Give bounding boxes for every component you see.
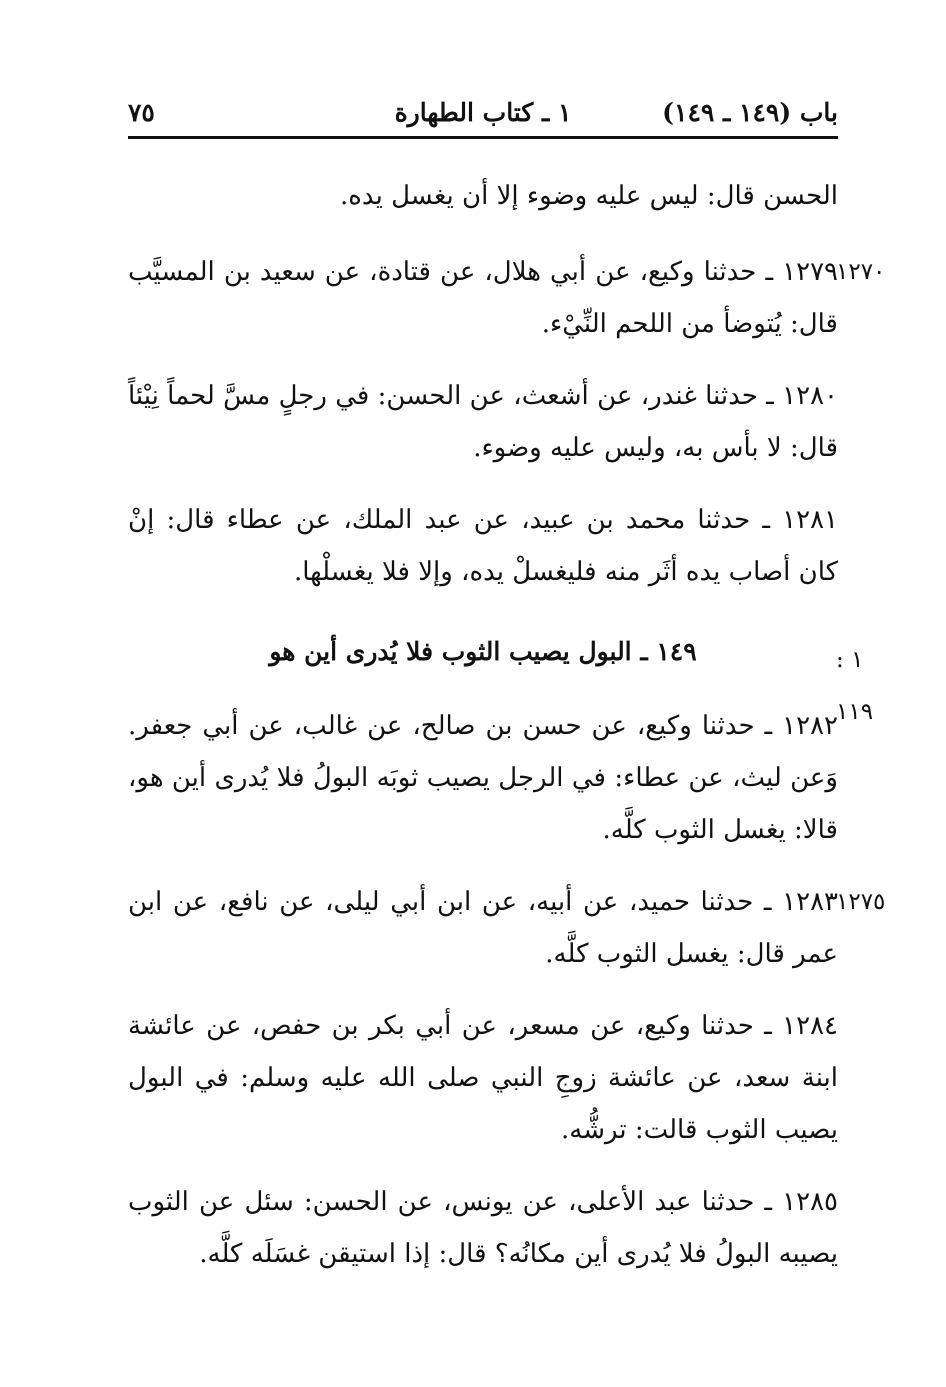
section-title: ١٤٩ ـ البول يصيب الثوب فلا يُدرى أين هو — [269, 637, 697, 666]
hadith-1284: ١٢٨٤ ـ حدثنا وكيع، عن مسعر، عن أبي بكر بن حفص، عن عائشة ابنة سعد، عن عائشة زوجِ النبي صلى الله عليه وسلم: في البول يصيب الثوب قالت: ترشُّه. — [128, 1011, 838, 1145]
hadith-1285: ١٢٨٥ ـ حدثنا عبد الأعلى، عن يونس، عن الحسن: سئل عن الثوب يصيبه البولُ فلا يُدرى أين مكانُه؟ قال: إذا استيقن غسَلَه كلَّه. — [128, 1187, 839, 1269]
header-book-title: ١ ـ كتاب الطهارة — [394, 98, 572, 127]
header-chapter: باب (١٤٩ ـ ١٤٩) — [662, 98, 838, 127]
paragraph-continuation: الحسن قال: ليس عليه وضوء إلا أن يغسل يده. — [340, 181, 838, 211]
hadith-1283: ١٢٨٣ ـ حدثنا حميد، عن أبيه، عن ابن أبي ليلى، عن نافع، عن ابن عمر قال: يغسل الثوب كلَّه. — [128, 887, 838, 969]
hadith-1282: ١٢٨٢ ـ حدثنا وكيع، عن حسن بن صالح، عن غالب، عن أبي جعفر. وَعن ليث، عن عطاء: في الرجل يصيب ثوبَه البولُ فلا يُدرى أين هو، قالا: يغسل الثوب كلَّه. — [128, 711, 838, 845]
running-header — [128, 92, 838, 136]
margin-number-1275: ١٢٧٥ — [836, 889, 886, 915]
hadith-1280: ١٢٨٠ ـ حدثنا غندر، عن أشعث، عن الحسن: في رجلٍ مسَّ لحماً نِيْئاً قال: لا بأس به، وليس عليه وضوء. — [128, 381, 838, 463]
margin-number-1270: ١٢٧٠ — [836, 259, 886, 285]
margin-section-reference: ١ : ١١٩ — [836, 647, 874, 725]
hadith-1279: ١٢٧٩ ـ حدثنا وكيع، عن أبي هلال، عن قتادة، عن سعيد بن المسيَّب قال: يُتوضأ من اللحم النِّيْء. — [128, 257, 838, 339]
page-number: ٧٥ — [128, 98, 155, 127]
header-rule — [128, 136, 838, 139]
hadith-1281: ١٢٨١ ـ حدثنا محمد بن عبيد، عن عبد الملك، عن عطاء قال: إنْ كان أصاب يده أثَر منه فليغسلْ يده، وإلا فلا يغسلْها. — [128, 505, 838, 587]
